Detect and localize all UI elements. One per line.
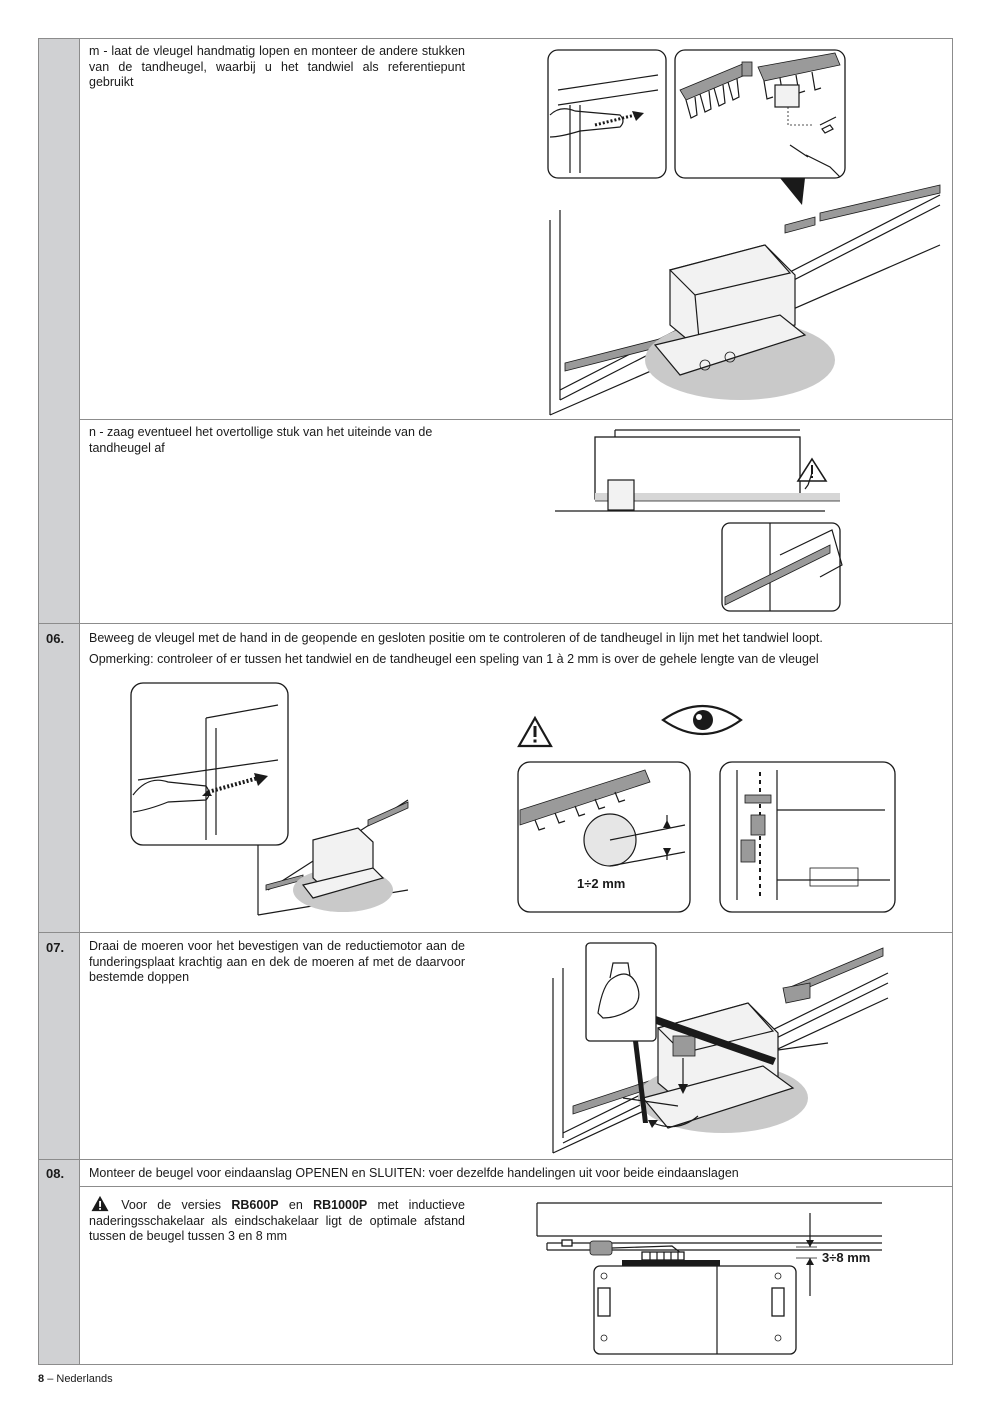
step-m-text: m - laat de vleugel handmatig lopen en monteer de andere stukken van de tandheugel, waarbij u het tandwiel als referentiepunt gebruikt — [89, 44, 465, 89]
step-number-07: 07. — [46, 940, 65, 955]
illustration-rack-mounting — [540, 45, 950, 420]
illustration-tighten-nuts — [548, 938, 898, 1158]
step-08-text: Monteer de beugel voor eindaanslag OPENEN en SLUITEN: voer dezelfde handelingen uit voor beide eindaanslagen — [89, 1166, 739, 1180]
illustration-check-alignment — [128, 680, 418, 925]
step-number-08: 08. — [46, 1166, 65, 1181]
step-07-text: Draai de moeren voor het bevestigen van de reductiemotor aan de funderingsplaat krachtig aan en dek de moeren af met de daarvoor bestemde doppen — [89, 939, 465, 984]
model-rb600p: RB600P — [231, 1198, 279, 1212]
distance-dimension-label: 3÷8 mm — [822, 1250, 871, 1265]
warning-prefix: Voor de versies — [121, 1198, 222, 1212]
gap-dimension-label: 1÷2 mm — [577, 876, 626, 891]
divider-08-sub — [80, 1186, 953, 1187]
page-footer — [38, 1373, 113, 1385]
illustration-limit-bracket — [532, 1198, 887, 1358]
footer-separator: – — [47, 1373, 54, 1385]
divider-06 — [38, 623, 953, 624]
page-number: 8 — [38, 1373, 45, 1385]
model-rb1000p: RB1000P — [313, 1198, 368, 1212]
illustration-gear-gap — [515, 700, 900, 915]
warning-suffix: met inductieve naderingsschakelaar als eindschakelaar ligt de optimale afstand tussen de beugel tussen 3 en 8 mm — [89, 1198, 465, 1243]
illustration-cut-rack — [550, 425, 850, 615]
step-n-text: n - zaag eventueel het overtollige stuk van het uiteinde van de tandheugel af — [89, 425, 433, 455]
flexed-arm-icon — [586, 943, 656, 1041]
step-08-warning — [89, 1195, 465, 1245]
footer-language: Nederlands — [56, 1373, 113, 1385]
divider-07 — [38, 932, 953, 933]
step-06-text: Beweeg de vleugel met de hand in de geopende en gesloten positie om te controleren of de tandheugel in lijn met het tandwiel loopt. — [89, 631, 823, 645]
step-06-note: Opmerking: controleer of er tussen het tandwiel en de tandheugel een speling van 1 à 2 mm is over de gehele lengte van de vleugel — [89, 652, 819, 666]
divider-08 — [38, 1159, 953, 1160]
warning-icon — [89, 1195, 111, 1212]
warning-conjunction: en — [288, 1198, 303, 1212]
step-number-06: 06. — [46, 631, 65, 646]
